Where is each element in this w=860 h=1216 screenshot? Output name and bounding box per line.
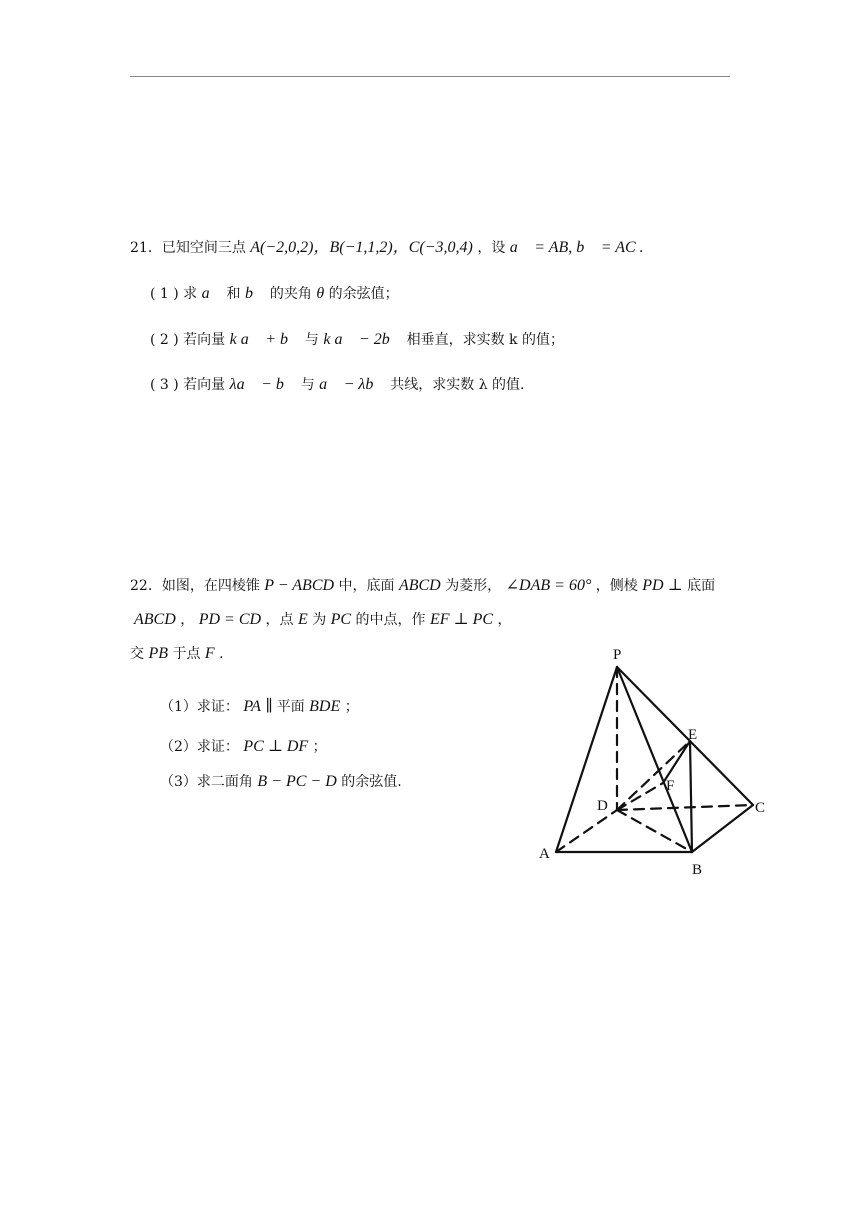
q22-l2-a: ， [180, 612, 195, 628]
q21-part3-tail: 共线，求实数 λ 的值. [390, 377, 525, 393]
q21-part2-label: ( 2 ) 若向量 [150, 332, 226, 348]
q22-p2-label: （2）求证： [160, 739, 239, 755]
q21-part1-tail: 的余弦值； [328, 286, 399, 302]
edge-DC [617, 805, 753, 810]
q22-l2-m1: ABCD [134, 611, 176, 628]
q22-l1-m1: P − ABCD [264, 577, 335, 594]
q22-l3-a: 交 [130, 646, 144, 662]
q22-p1-text: 平面 [276, 699, 305, 715]
q22-l1-a: 22．如图，在四棱锥 [130, 578, 260, 594]
q21-part2-with: 与 [304, 332, 324, 348]
q22-p1-m2: BDE [309, 698, 341, 715]
vector-b: b⃗ [245, 285, 266, 302]
q22-l1-m2: ABCD [398, 577, 441, 594]
q21-part1-label: ( 1 ) 求 [150, 286, 198, 302]
q22-l1-d: ，侧棱 [595, 578, 638, 594]
q21-mid: ，设 [477, 240, 506, 256]
q22-l2-m5: EF ⊥ PC [430, 611, 494, 628]
edge-PB [617, 667, 692, 852]
q22-l2-m3: E [297, 611, 308, 628]
q21-part2-expr2: k a⃗ − 2b⃗ [323, 331, 403, 348]
q22-l2-c: 为 [312, 612, 327, 628]
q21-part1-rest: 的夹角 [269, 286, 312, 302]
edge-DB [617, 810, 692, 852]
q21-part3-with: 与 [300, 377, 320, 393]
edge-PC [617, 667, 753, 805]
q22-l2-d: 的中点，作 [355, 612, 426, 628]
vector-a: a⃗ [201, 285, 223, 302]
q21-points: A(−2,0,2)，B(−1,1,2)，C(−3,0,4) [250, 239, 473, 256]
q22-l1-b: 中，底面 [338, 578, 395, 594]
q22-l1-c: 为菱形， [445, 578, 502, 594]
q22-p1-m1: PA [243, 698, 261, 715]
edge-AD [556, 810, 617, 852]
q22-p1-label: （1）求证： [160, 699, 239, 715]
q22-l3-m2: F [204, 645, 215, 662]
q22-p3-end: 的余弦值. [341, 774, 402, 790]
edge-EB [690, 741, 692, 852]
q21-part3-expr2: a⃗ − λb⃗ [319, 376, 386, 393]
q21-vector-def: a⃗ = AB, b⃗ = AC . [509, 239, 644, 256]
edge-DE [617, 741, 690, 810]
q22-l2-e: ， [497, 612, 512, 628]
q21-part2-tail: 相垂直，求实数 k 的值； [406, 332, 564, 348]
q21-part3-label: ( 3 ) 若向量 [150, 377, 226, 393]
q22-l3-c: . [219, 646, 224, 662]
q22-l2-m4: PC [330, 611, 352, 628]
label-F: F [666, 778, 675, 794]
label-E: E [688, 727, 698, 743]
q21-part1-and: 和 [226, 286, 245, 302]
q22-l1-e: 底面 [687, 578, 716, 594]
q22-p2-end: ； [312, 739, 327, 755]
edge-DF [617, 783, 663, 810]
label-A: A [539, 846, 550, 862]
q22-p1-end: ； [344, 699, 359, 715]
q22-p2-m: PC ⊥ DF [243, 738, 309, 755]
q22-l1-m4: PD ⊥ [642, 577, 683, 594]
label-C: C [755, 800, 766, 816]
q22-p3-label: （3）求二面角 [160, 774, 253, 790]
q21-part3-expr1: λa⃗ − b⃗ [229, 376, 297, 393]
q22-p3-m: B − PC − D [257, 773, 337, 790]
edge-PA [556, 667, 617, 852]
label-D: D [597, 798, 608, 814]
q22-l1-m3: ∠DAB = 60° [505, 577, 592, 594]
q21-part2-expr1: k a⃗ + b⃗ [229, 331, 301, 348]
edge-BC [692, 805, 753, 852]
label-P: P [613, 647, 622, 663]
theta-symbol: θ [316, 285, 325, 302]
q22-l3-m1: PB [148, 645, 168, 662]
parallel-symbol: ∥ [265, 698, 277, 715]
q22-l2-m2: PD = CD [198, 611, 262, 628]
q21-prefix: 21．已知空间三点 [130, 240, 246, 256]
q22-l2-b: ，点 [265, 612, 294, 628]
label-B: B [692, 862, 703, 878]
q22-l3-b: 于点 [172, 646, 201, 662]
